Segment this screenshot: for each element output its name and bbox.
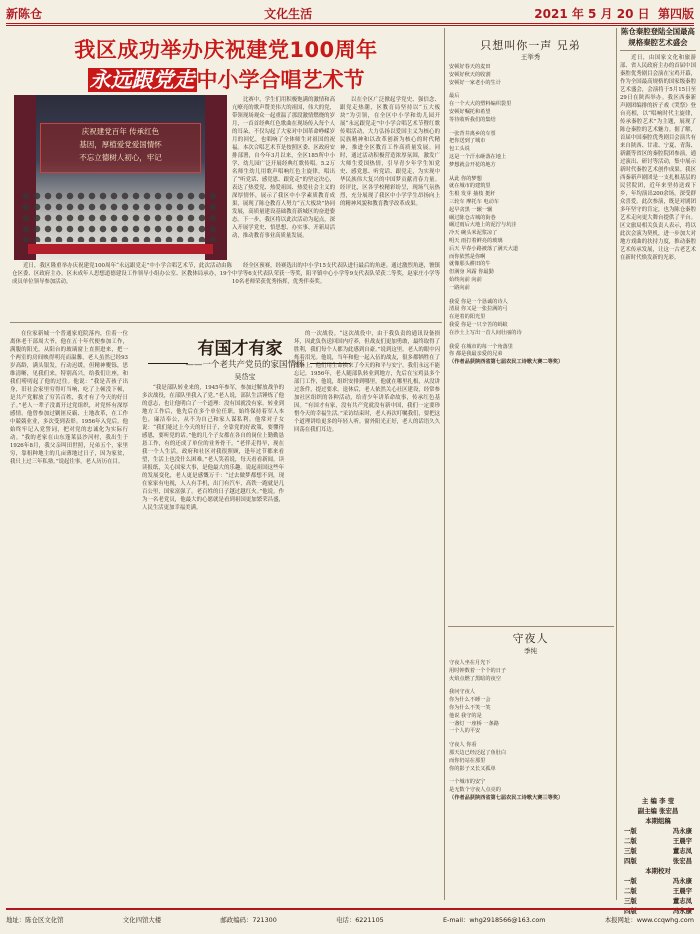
issue-date bbox=[534, 5, 694, 22]
staff-row bbox=[620, 896, 696, 906]
poem2-title: 守夜人 bbox=[512, 632, 549, 645]
staff-cell: 冯永康 bbox=[672, 827, 692, 835]
staff-cell: 四版 bbox=[624, 857, 637, 865]
staff-rows bbox=[620, 826, 696, 866]
staff-row bbox=[620, 836, 696, 846]
sidebar bbox=[620, 26, 696, 902]
poem-line: 三轮车 摩托车 电动车 bbox=[449, 198, 499, 205]
poem-award-note: （作者品获陕西省第七届农民工诗歌大赛三等奖） bbox=[449, 794, 564, 801]
proof-heading: 本期校对 bbox=[645, 867, 671, 875]
poem-line: 就像那头耕田的牛 bbox=[449, 261, 491, 268]
date-text: 2021 年 5 月 20 日 bbox=[534, 6, 650, 21]
poem-line: 起早贪黑 一辗一辗 bbox=[449, 206, 493, 213]
poem2-body bbox=[449, 660, 611, 890]
staff-cell: 张宏昌 bbox=[672, 857, 692, 865]
article-subtitle: ——一个老共产党员的家国情怀 bbox=[185, 360, 305, 370]
poem-line: 是无数个守夜人点亮的 bbox=[449, 787, 501, 794]
front-row-performers bbox=[28, 244, 213, 254]
poem-body bbox=[449, 64, 611, 624]
staff-cell: 三版 bbox=[624, 847, 637, 855]
poem-line: 一盏灯 一座桥 一条路 bbox=[449, 720, 499, 727]
poem-line: 你的影子又长又孤单 bbox=[449, 765, 496, 772]
poem-author: 王举秀 bbox=[520, 53, 541, 61]
footer bbox=[6, 908, 694, 928]
poem-line: 碾过陈仓古城的街巷 bbox=[449, 214, 496, 221]
poem-line: 我问守夜人 bbox=[449, 689, 475, 696]
report-text: 近日，我区隆重举办庆祝建党100周年“永远跟党走”中小学合唱艺术节，此次活动由陈仓区委、区政府主办，区未成年人思想道德建设工作领导小组办公室、区教体局承办，19个成员单位领导参加活动。 bbox=[12, 263, 232, 285]
staff-cell: 冯永康 bbox=[672, 877, 692, 885]
poem-line: 一个城市的安宁 bbox=[449, 779, 486, 786]
poem-line: 守夜人 你看 bbox=[449, 742, 477, 749]
poem-line: 从此 你的梦想 bbox=[449, 175, 482, 182]
article-text: “我是部队转业来的，1945年参军，参加过解放战争的多次战役，在部队里我入了党。”老人说，部队生活锤炼了他的意志，也让他明白了一个道理：没有国就没有家。转业到地方工作后，他先后在多个单位任职，始终保持着军人本色，廉洁奉公，从不为自己和家人谋私利。他常对子女说：“我们能过上今天的好日子，全靠党的好政策，要懂得感恩，要听党的话。”他的几个子女都在各自的岗位上勤勤恳恳工作，有的还成了单位的业务骨干。“老伴走得早，现在我一个人生活，政府和社区对我很照顾，逢年过节都来看望，生活上也没什么困难。”老人笑着说，每天看看新闻，读读报纸，关心国家大事，是他最大的乐趣。说起祖国这些年的发展变化，老人更是感慨万千：“过去做梦都想不到，现在家家有电视，人人有手机，出门有汽车，高铁一跑就是几百公里，国家富强了，老百姓的日子越过越红火。”他说，作为一名老党员，他最大的心愿就是看到祖国更加繁荣昌盛，人民生活更加幸福美满。 bbox=[142, 385, 284, 511]
staff-list bbox=[620, 796, 696, 916]
poem-line: 你 都是我最亲爱的兄弟 bbox=[449, 351, 503, 358]
masthead bbox=[6, 3, 694, 26]
page-number: 第四版 bbox=[657, 6, 694, 21]
poem-line: 最后 bbox=[449, 93, 460, 100]
poem-line: 安顿好秋天的收割 bbox=[449, 71, 491, 78]
paper-name: 新陈仓 bbox=[6, 6, 43, 21]
staff-cell: 冯永康 bbox=[672, 907, 692, 915]
footer-website: 本报网址：www.ccqwhg.com bbox=[604, 915, 694, 924]
banner-line: 庆祝建党百年 传承红色 bbox=[81, 127, 160, 136]
staff-cell: 二版 bbox=[624, 837, 637, 845]
poem-line: 在沙土上写出一首人间壮丽的诗 bbox=[449, 329, 522, 336]
report-text: 以在全区广泛掀起学党史、强信念、跟党走热潮，区教育局坚持以“五大板块”为引领，在全区中小学和幼儿园开展“永远跟党走”中小学合唱艺术节暨红歌传唱活动，大力弘扬以爱国主义为核心的民族精神和以改革创新为核心的时代精神，推进全区教育工作高质量发展。同时，通过活动积极营造浓厚氛围，激发广大师生爱国热情，引导青少年学生知党史、感党恩、听党话、跟党走，为实现中华民族伟大复兴的中国梦贡献青春力量。经评比，区各学校精彩纷呈，现场气氛热烈，充分展现了我区中小学学生昂扬向上的精神风貌和教育教学改革成果。 bbox=[340, 97, 440, 207]
report-text: 经全区预赛，经赛选出的中小学15支代表队进行最后的角逐。通过激烈角逐，虢镇中学等6支代表队荣获一等奖，阳平镇中心小学等9支代表队荣获二等奖，赵家庄小学等10名老师荣获优秀指挥，优秀伴奏奖。 bbox=[232, 263, 440, 285]
poem-line: 冷天 碗头米泥浆凉了 bbox=[449, 230, 498, 237]
poem-line: 安顿好嘱托和希望 bbox=[449, 108, 491, 115]
poem-line: 安顿好春天的麦田 bbox=[449, 64, 491, 70]
poem-line: 始终向前 向前 bbox=[449, 276, 482, 283]
choir-photo bbox=[14, 95, 227, 260]
poem-line: 一张背井离乡的车票 bbox=[449, 130, 496, 137]
headline-line2 bbox=[16, 64, 436, 94]
poem-divider bbox=[448, 626, 614, 627]
article-column-1 bbox=[10, 330, 128, 886]
article-text: 在位家新城一个普通家庭院落内，住着一位离休老干部周大爷，他在五十年代便参加工作，满腹的阳光，从阳台的玻璃窗上直照进来，把一个两室的房间映得明亮而温馨，老人虽然已经93岁高龄，满头银发，行动迟缓，但精神矍铄，思维清晰，见我们来，特别高兴，给我们让座，和我们唠叨起了他的过往。他说：“我是苦孩子出身，旧社会家里穷得叮当响，吃了上顿没下顿，是共产党解放了穷苦百姓，我才有了今天的好日子。”老人一辈子没离开过党组织，对党怀有深厚感情。他曾参加过剿匪反霸、土地改革，在工作中兢兢业业，多次受到表彰。1956年入党后，他始终牢记入党誓词，把对党的忠诚化为实际行动。“我的老家在山东蓬莱县沙河村，我出生于1926年8月，我父亲叫田世照，兄弟五个，家里穷，靠租种地主的几亩薄地过日子，因为家贫，我只上过三年私塾。”说起往事，老人历历在目。 bbox=[10, 331, 128, 465]
sidebar-body bbox=[620, 54, 696, 774]
poem-line: 后天 早春小路被落了满天大道 bbox=[449, 245, 519, 252]
poem-line: 一路向前 bbox=[449, 284, 470, 291]
report-lead bbox=[12, 262, 232, 317]
staff-row bbox=[620, 876, 696, 886]
stage-banner bbox=[40, 123, 201, 173]
poem-line: 清晨 你又是一张拉满的弓 bbox=[449, 306, 508, 313]
sidebar-text: 近日，由国家文化和旅游部、省人民政府主办的首届中国秦腔优秀剧目会演在宝鸡开幕，作为全国最高规格的国家级秦腔艺术盛会，会演将于5月15日至29日在陕西举办。我区西秦新声剧团编排的折子戏《哭祭》登台亮相，以“唱响时代主旋律，传承秦腔艺术”为主题，展现了陈仓秦腔的艺术魅力。据了解，首届中国秦腔优秀剧目会演共有来自陕西、甘肃、宁夏、青海、新疆等省区的秦腔院团参演，通过演出、研讨等活动，集中展示新时代秦腔艺术创作成果。我区西秦新声剧团是一支扎根基层的民营院团，近年来坚持送戏下乡，年均演出200余场，深受群众喜爱。此次参演，既是对剧团多年坚守的肯定，也为陈仓秦腔艺术走向更大舞台提供了平台。区文旅局相关负责人表示，将以此次会演为契机，进一步加大对地方戏曲的扶持力度，推动秦腔艺术传承发展，让这一古老艺术在新时代焕发新的光彩。 bbox=[620, 55, 696, 261]
banner-line: 不忘立德树人初心，牢记 bbox=[79, 153, 162, 162]
poem-line: 这是一个汗水砸落在地上 bbox=[449, 153, 507, 160]
headline-emphasis: 永远跟党走 bbox=[89, 68, 195, 92]
sidebar-divider bbox=[616, 28, 617, 900]
poem-line: 在一个大大的塑料编织袋里 bbox=[449, 101, 512, 108]
poem-line: 我爱 你是一个恳诚的诗人 bbox=[449, 298, 508, 305]
poem-line: 但满身 风霜 你最勤 bbox=[449, 269, 494, 276]
editor-in-chief: 主 编 李 莹 bbox=[641, 797, 675, 805]
staff-cell: 一版 bbox=[624, 877, 637, 885]
section-name: 文化生活 bbox=[264, 6, 313, 21]
poem-line: 把你送到了城市 bbox=[449, 138, 486, 145]
poem-line: 那天边已经泛起了鱼肚白 bbox=[449, 749, 507, 756]
poem-line: 他说 我守的是 bbox=[449, 712, 482, 719]
poem-line: 而你仍站在那里 bbox=[449, 757, 486, 764]
article-column-2 bbox=[142, 384, 284, 886]
article-author: 吴岱宝 bbox=[234, 373, 256, 381]
poem-line: 梦想就会开花的地方 bbox=[449, 161, 496, 168]
poem-line: 我爱 你是一只辛苦的蚂蚁 bbox=[449, 321, 508, 328]
staff-row bbox=[620, 856, 696, 866]
staff-cell: 三版 bbox=[624, 897, 637, 905]
poem-line: 碾过雨后大地上的泥泞与坑洼 bbox=[449, 222, 517, 229]
staff-cell: 四版 bbox=[624, 907, 637, 915]
poem-line: 生根 发芽 抽枝 挺秆 bbox=[449, 191, 496, 198]
poem-line: 安顿好一家老小的生计 bbox=[449, 79, 501, 86]
article-title: 有国才有家 bbox=[197, 339, 283, 359]
poem-line: 你为什么不睡一会 bbox=[449, 697, 491, 704]
column-divider bbox=[444, 28, 445, 900]
poem-line: 等待收听我们的集结 bbox=[449, 116, 496, 123]
poem-line: 包工头说 bbox=[449, 146, 470, 153]
footer-email: E-mail：whg2918566@163.com bbox=[442, 915, 546, 924]
article-text: 的一次战役。“这次战役中，由于我负责的通讯设备损坏，因此负伤送回国内疗养，但战友们更加勇敢，最终取得了胜利，我们每个人都为此感到自豪。”说到这里，老人的眼中闪烁着泪光。他说，当年和他一起入伍的战友，很多都牺牲在了战场上，他们用生命换来了今天的和平与安宁，我们永远不能忘记。1956年，老人随部队转业到地方，先后在宝鸡县多个部门工作，他说，组织安排到哪里，他就在哪里扎根，从没讲过条件，提过要求。退休后，老人依然关心社区建设，经常参加社区组织的各种活动，给青少年讲革命故事，传承红色基因。“有国才有家，没有共产党就没有新中国，我们一定要珍惜今天的幸福生活。”采访结束时，老人再次叮嘱我们，要把这个道理讲给更多的年轻人听。窗外阳光正好，老人的话语久久回荡在我们耳边。 bbox=[294, 331, 440, 433]
poem-line: 一个人的平安 bbox=[449, 728, 481, 735]
poem-line: 而你依然是你啊 bbox=[449, 253, 486, 260]
deputy-editor: 副主编 张宏昌 bbox=[637, 807, 679, 815]
sidebar-title: 陈仓秦腔登陆全国最高规格秦腔艺术盛会 bbox=[620, 26, 696, 51]
poem-line: 你为什么不笑一笑 bbox=[449, 704, 491, 711]
headline-line1: 我区成功举办庆祝建党100周年 bbox=[74, 38, 378, 62]
footer-address: 地址：陈仓区文化馆 bbox=[6, 915, 64, 924]
poem-line: 我爱 在城市的每一个角落里 bbox=[449, 343, 513, 350]
article-column-3 bbox=[294, 330, 440, 886]
staff-cell: 王晨宇 bbox=[672, 887, 692, 895]
poem-line: 用时钟数着一个个的日子 bbox=[449, 667, 507, 674]
staff-cell: 二版 bbox=[624, 887, 637, 895]
poem-title: 只想叫你一声 兄弟 bbox=[480, 39, 581, 52]
report-column-3 bbox=[232, 262, 440, 317]
poem-line: 火焰点燃了黑暗的夜空 bbox=[449, 675, 501, 682]
footer-phone: 电话：6221105 bbox=[336, 915, 384, 924]
headline-rest: 中小学合唱艺术节 bbox=[196, 68, 365, 92]
section-divider bbox=[10, 322, 442, 323]
staff-cell: 王晨宇 bbox=[672, 837, 692, 845]
staff-row bbox=[620, 826, 696, 836]
staff-cell: 董志凤 bbox=[672, 897, 692, 905]
staff-cell: 一版 bbox=[624, 827, 637, 835]
report-text: 比赛中，学生们用积极饱满的激情和高亢嘹亮的歌声赞美伟大的祖国，伟大的党，带领现场观众一起重温了那段激情燃烧的岁月，一首首经典红色歌曲在现场传入每个人的耳朵，不仅勾起了大家对中国革命峥嵘岁月的回忆，也唱响了全体师生对祖国的祝福。本次合唱艺术节是按照区委、区政府安排部署，自今年3月以来，全区185所中小学、幼儿园广泛开展经典红歌传唱。5.2万名师生幼儿用歌声唱响红色主旋律，唱出了“听党话、感党恩、跟党走”的坚定决心，表达了热爱党、热爱祖国、热爱社会主义的深厚情怀，展示了我区中小学素质教育成果，展现了陈仓教育人努力“五大板块”协同发展，高质量建设基础教育新城区的奋进姿态。下一步，我区将以此次活动为起点，深入开展学党史、悟思想、办实事、开新局活动，推动教育事业高质量发展。 bbox=[232, 97, 335, 239]
poem-line: 在逆着的阳光里 bbox=[449, 314, 486, 321]
group-heading: 本期组稿 bbox=[645, 817, 671, 825]
banner-line: 基因，厚植爱党爱国情怀 bbox=[79, 140, 162, 149]
poem2-author: 季纯 bbox=[524, 647, 537, 655]
poem-line: 就在城市的建筑里 bbox=[449, 183, 491, 190]
staff-row bbox=[620, 886, 696, 896]
poem-award-note: （作者品获陕西省第七届农民工诗歌大赛二等奖） bbox=[449, 359, 564, 366]
poem-line: 守夜人坐在月光下 bbox=[449, 660, 491, 666]
staff-row bbox=[620, 846, 696, 856]
poem-line: 明天 雨打着鲜亮的玻璃 bbox=[449, 237, 503, 244]
footer-postcode: 邮政编码：721300 bbox=[220, 915, 277, 924]
footer-address-2: 文化四馆大楼 bbox=[122, 915, 162, 924]
choir-singers bbox=[20, 190, 221, 242]
staff-cell: 董志凤 bbox=[672, 847, 692, 855]
